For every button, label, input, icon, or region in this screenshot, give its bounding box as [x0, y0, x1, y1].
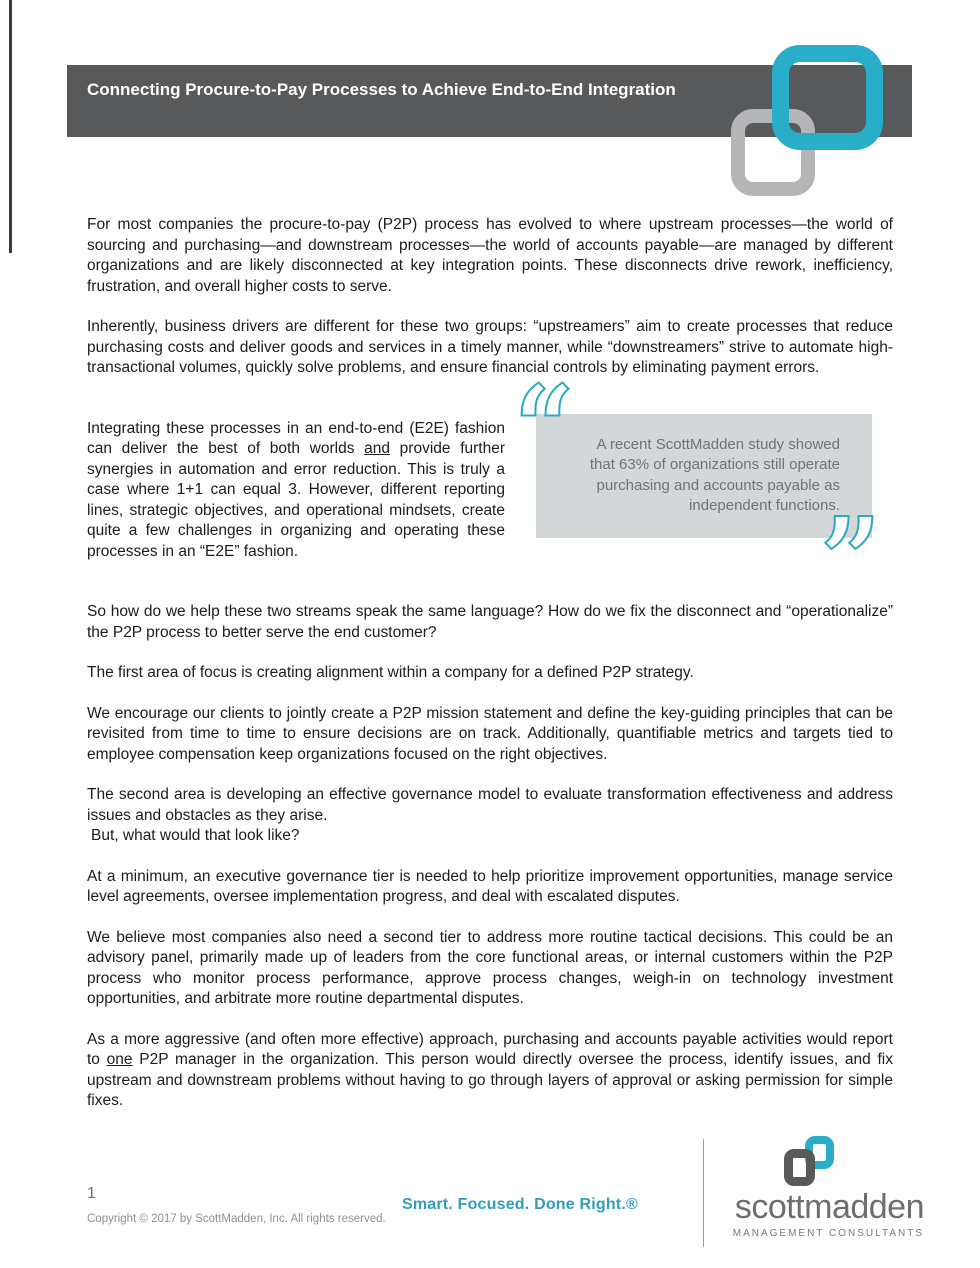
- pull-quote-text: A recent ScottMadden study showed that 63% of organizations still operate purchasing and accounts payable as independent functions.: [536, 414, 872, 538]
- paragraph-10: [87, 1030, 893, 1112]
- close-quote-icon: [818, 492, 884, 637]
- paragraph-1: For most companies the procure-to-pay (P2P) process has evolved to where upstream processes—the world of sourcing and purchasing—and downstream processes—the world of accounts payable—are managed by different organizations and are likely disconnected at key integration points. These disconnects drive rework, inefficiency, frustration, and overall higher costs to serve.: [87, 216, 893, 295]
- copyright-notice: Copyright © 2017 by ScottMadden, Inc. All rights reserved.: [87, 1213, 386, 1225]
- footer-divider: [703, 1139, 704, 1247]
- paragraph-3-text-cont: provide further synergies in automation and error reduction. This is truly a case where 1+1 can equal 3. However, different reporting lines, strategic objectives, and operational mindsets, create quite a few challenges in organizing and operating these processes in an “E2E” fashion.: [87, 440, 505, 560]
- paragraph-10-text: As a more aggressive (and often more effective) approach, purchasing and accounts payable activities would report to: [87, 1030, 893, 1068]
- paragraph-8: At a minimum, an executive governance tier is needed to help prioritize improvement opportunities, manage service level agreements, oversee implementation progress, and deal with escalated disputes.: [87, 867, 893, 905]
- paragraph-4: So how do we help these two streams speak the same language? How do we fix the disconnect and “operationalize” the P2P process to better serve the end customer?: [87, 603, 893, 641]
- paragraph-3-underlined-word: and: [364, 440, 390, 457]
- paragraph-6: We encourage our clients to jointly create a P2P mission statement and define the key-guiding principles that can be revisited from time to time to ensure decisions are on track. Additionally, quantifiable metrics and targets tied to employee compensation keep organizations focused on the right objectives.: [87, 704, 893, 763]
- header-logo-teal-square-icon: [772, 45, 883, 150]
- page-number: 1: [87, 1185, 96, 1202]
- brand-tagline: Smart. Focused. Done Right.®: [401, 1196, 639, 1213]
- scottmadden-logo: [722, 1136, 924, 1239]
- paragraph-7-line1: The second area is developing an effective governance model to evaluate transformation effectiveness and address issues and obstacles as they arise.: [87, 786, 893, 824]
- paragraph-10-underlined-word: one: [106, 1051, 133, 1068]
- paragraph-9: We believe most companies also need a second tier to address more routine tactical decisions. This could be an advisory panel, primarily made up of leaders from the core functional areas, or internal customers within the P2P process who monitor process performance, approve process changes, weigh-in on technology investment opportunities, and arbitrate more routine departmental disputes.: [87, 928, 893, 1007]
- paragraph-3: [87, 419, 505, 563]
- paragraph-5: The first area of focus is creating alignment within a company for a defined P2P strategy.: [87, 664, 694, 681]
- svg-text:”: ”: [818, 492, 882, 637]
- svg-text:“: “: [510, 361, 574, 506]
- page-title: Connecting Procure-to-Pay Processes to Achieve End-to-End Integration: [87, 80, 676, 99]
- paragraph-7: [87, 785, 893, 847]
- scan-edge-artifact: [9, 0, 12, 253]
- logo-wordmark: scottmadden: [734, 1188, 924, 1226]
- document-body: [87, 137, 893, 1132]
- paragraph-3-text: Integrating these processes in an end-to-end (E2E) fashion can deliver the best of both worlds: [87, 419, 505, 457]
- pull-quote: [510, 361, 882, 637]
- logo-gray-square-icon: [784, 1149, 815, 1186]
- logo-squares-icon: [784, 1136, 838, 1188]
- paragraph-7-line2: But, what would that look like?: [91, 827, 300, 844]
- open-quote-icon: [510, 361, 576, 506]
- paragraph-2: Inherently, business drivers are different for these two groups: “upstreamers” aim to create processes that reduce purchasing costs and deliver goods and services in a timely manner, while “downstreamers” strive to automate high-transactional volumes, quickly solve problems, and ensure financial controls by eliminating payment errors.: [87, 318, 893, 376]
- paragraph-10-text-cont: P2P manager in the organization. This person would directly oversee the process, identify issues, and fix upstream and downstream problems without having to go through layers of approval or asking permission for simple fixes.: [87, 1051, 893, 1109]
- logo-subtitle: MANAGEMENT CONSULTANTS: [732, 1228, 924, 1239]
